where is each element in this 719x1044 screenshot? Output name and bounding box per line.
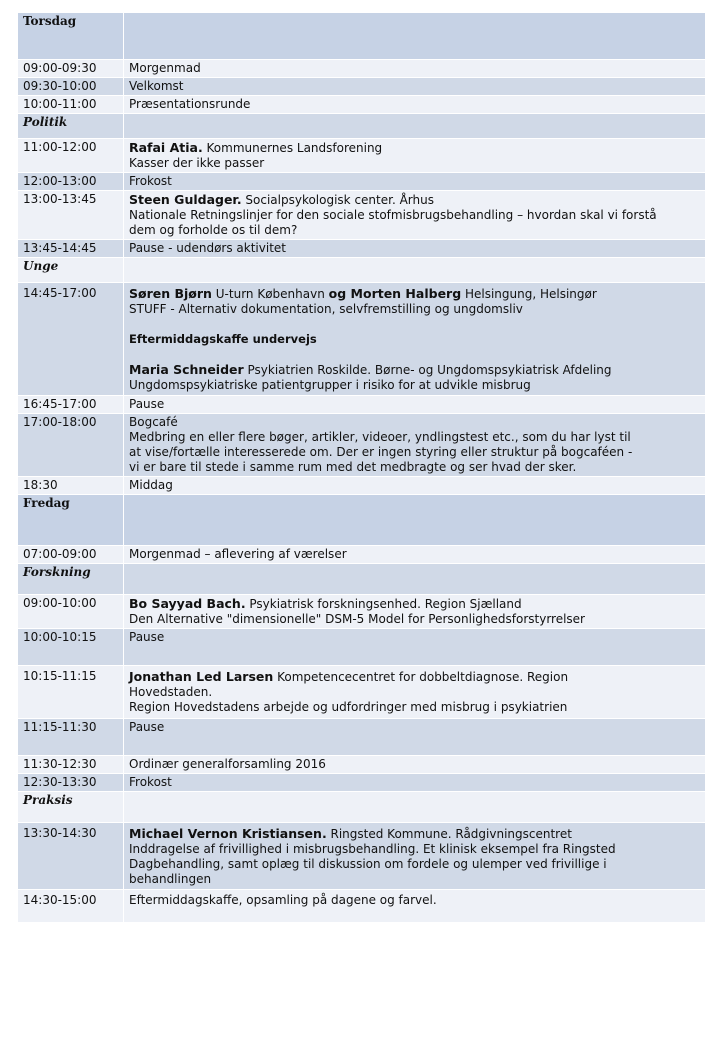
table-row	[18, 595, 706, 629]
talk-title: STUFF - Alternativ dokumentation, selvfremstilling og ungdomsliv	[129, 302, 523, 316]
time-cell: 09:00-09:30	[18, 60, 124, 78]
description-line: vi er bare til stede i samme rum med det medbragte og ser hvad der sker.	[129, 460, 577, 474]
table-row	[18, 756, 706, 774]
activity-cell: Præsentationsrunde	[124, 96, 706, 114]
time-cell: 11:30-12:30	[18, 756, 124, 774]
section-row	[18, 114, 706, 139]
talk-title: Dagbehandling, samt oplæg til diskussion om fordele og ulemper ved frivillige i	[129, 857, 607, 871]
activity-cell: Pause	[124, 396, 706, 414]
speaker-name: Jonathan Led Larsen	[129, 669, 274, 684]
time-cell: 14:45-17:00	[18, 283, 124, 396]
activity-cell: Ordinær generalforsamling 2016	[124, 756, 706, 774]
table-row	[18, 666, 706, 719]
speaker-name: Søren Bjørn	[129, 286, 212, 301]
activity-cell: Eftermiddagskaffe, opsamling på dagene og farvel.	[124, 890, 706, 923]
activity-cell: Middag	[124, 477, 706, 495]
speaker-org: Helsingung, Helsingør	[461, 287, 597, 301]
speaker-org: Socialpsykologisk center. Århus	[241, 193, 434, 207]
table-row	[18, 719, 706, 756]
speaker-org: Ringsted Kommune. Rådgivningscentret	[326, 827, 572, 841]
activity-cell: Morgenmad	[124, 60, 706, 78]
table-row	[18, 774, 706, 792]
activity-cell	[124, 139, 706, 173]
section-row	[18, 564, 706, 595]
talk-title: Den Alternative "dimensionelle" DSM-5 Model for Personlighedsforstyrrelser	[129, 612, 585, 626]
time-cell: 10:00-10:15	[18, 629, 124, 666]
time-cell: 12:00-13:00	[18, 173, 124, 191]
time-cell: 17:00-18:00	[18, 414, 124, 477]
day-title: Fredag	[18, 495, 124, 546]
activity-cell: Pause	[124, 719, 706, 756]
activity-cell	[124, 595, 706, 629]
speaker-name: Michael Vernon Kristiansen.	[129, 826, 327, 841]
talk-title: Ungdomspsykiatriske patientgrupper i risiko for at udvikle misbrug	[129, 378, 531, 392]
time-cell: 11:15-11:30	[18, 719, 124, 756]
time-cell: 13:30-14:30	[18, 823, 124, 890]
day-title: Torsdag	[18, 13, 124, 60]
table-row	[18, 139, 706, 173]
table-row	[18, 78, 706, 96]
activity-cell	[124, 666, 706, 719]
talk-title: Kasser der ikke passer	[129, 156, 265, 170]
activity-cell	[124, 191, 706, 240]
speaker-org: Psykiatrisk forskningsenhed. Region Sjælland	[245, 597, 522, 611]
time-cell: 10:00-11:00	[18, 96, 124, 114]
conjunction: og	[328, 286, 347, 301]
section-row	[18, 792, 706, 823]
activity-cell: Frokost	[124, 774, 706, 792]
description-line: at vise/fortælle interesserede om. Der er ingen styring eller struktur på bogcaféen -	[129, 445, 633, 459]
time-cell: 12:30-13:30	[18, 774, 124, 792]
table-row	[18, 60, 706, 78]
time-cell: 09:00-10:00	[18, 595, 124, 629]
section-title: Forskning	[18, 564, 124, 595]
table-row	[18, 823, 706, 890]
speaker-org-cont: Hovedstaden.	[129, 685, 213, 699]
table-row	[18, 96, 706, 114]
day-header-row	[18, 495, 706, 546]
talk-title: Nationale Retningslinjer for den sociale stofmisbrugsbehandling – hvordan skal vi forstå	[129, 208, 657, 222]
speaker-org: Psykiatrien Roskilde. Børne- og Ungdomspsykiatrisk Afdeling	[243, 363, 612, 377]
talk-title: dem og forholde os til dem?	[129, 223, 298, 237]
table-row	[18, 240, 706, 258]
section-row	[18, 258, 706, 283]
speaker-name: Steen Guldager.	[129, 192, 242, 207]
time-cell: 18:30	[18, 477, 124, 495]
break-note: Eftermiddagskaffe undervejs	[129, 332, 317, 346]
time-cell: 16:45-17:00	[18, 396, 124, 414]
speaker-name: Morten Halberg	[346, 286, 462, 301]
speaker-name: Rafai Atia.	[129, 140, 203, 155]
time-cell: 09:30-10:00	[18, 78, 124, 96]
talk-title: Region Hovedstadens arbejde og udfordringer med misbrug i psykiatrien	[129, 700, 568, 714]
table-row	[18, 173, 706, 191]
table-row	[18, 414, 706, 477]
activity-title: Bogcafé	[129, 415, 178, 429]
activity-cell	[124, 823, 706, 890]
time-cell: 13:45-14:45	[18, 240, 124, 258]
table-row	[18, 890, 706, 923]
time-cell: 14:30-15:00	[18, 890, 124, 923]
section-title: Praksis	[18, 792, 124, 823]
table-row	[18, 283, 706, 396]
table-row	[18, 191, 706, 240]
description-line: Medbring en eller flere bøger, artikler, videoer, yndlingstest etc., som du har lyst til	[129, 430, 631, 444]
activity-cell	[124, 283, 706, 396]
program-table	[17, 12, 706, 923]
table-row	[18, 396, 706, 414]
section-title: Politik	[18, 114, 124, 139]
time-cell: 11:00-12:00	[18, 139, 124, 173]
activity-cell: Velkomst	[124, 78, 706, 96]
activity-cell: Frokost	[124, 173, 706, 191]
time-cell: 07:00-09:00	[18, 546, 124, 564]
time-cell: 13:00-13:45	[18, 191, 124, 240]
table-row	[18, 546, 706, 564]
table-row	[18, 477, 706, 495]
day-header-row	[18, 13, 706, 60]
activity-cell: Pause	[124, 629, 706, 666]
speaker-org: Kommunernes Landsforening	[202, 141, 383, 155]
speaker-name: Bo Sayyad Bach.	[129, 596, 246, 611]
activity-cell	[124, 414, 706, 477]
table-row	[18, 629, 706, 666]
talk-title: behandlingen	[129, 872, 212, 886]
activity-cell: Pause - udendørs aktivitet	[124, 240, 706, 258]
speaker-org: U-turn København	[211, 287, 329, 301]
time-cell: 10:15-11:15	[18, 666, 124, 719]
activity-description	[129, 430, 700, 475]
talk-title: Inddragelse af frivillighed i misbrugsbehandling. Et klinisk eksempel fra Ringsted	[129, 842, 616, 856]
speaker-name: Maria Schneider	[129, 362, 244, 377]
section-title: Unge	[18, 258, 124, 283]
activity-cell: Morgenmad – aflevering af værelser	[124, 546, 706, 564]
speaker-org: Kompetencecentret for dobbeltdiagnose. Region	[273, 670, 569, 684]
